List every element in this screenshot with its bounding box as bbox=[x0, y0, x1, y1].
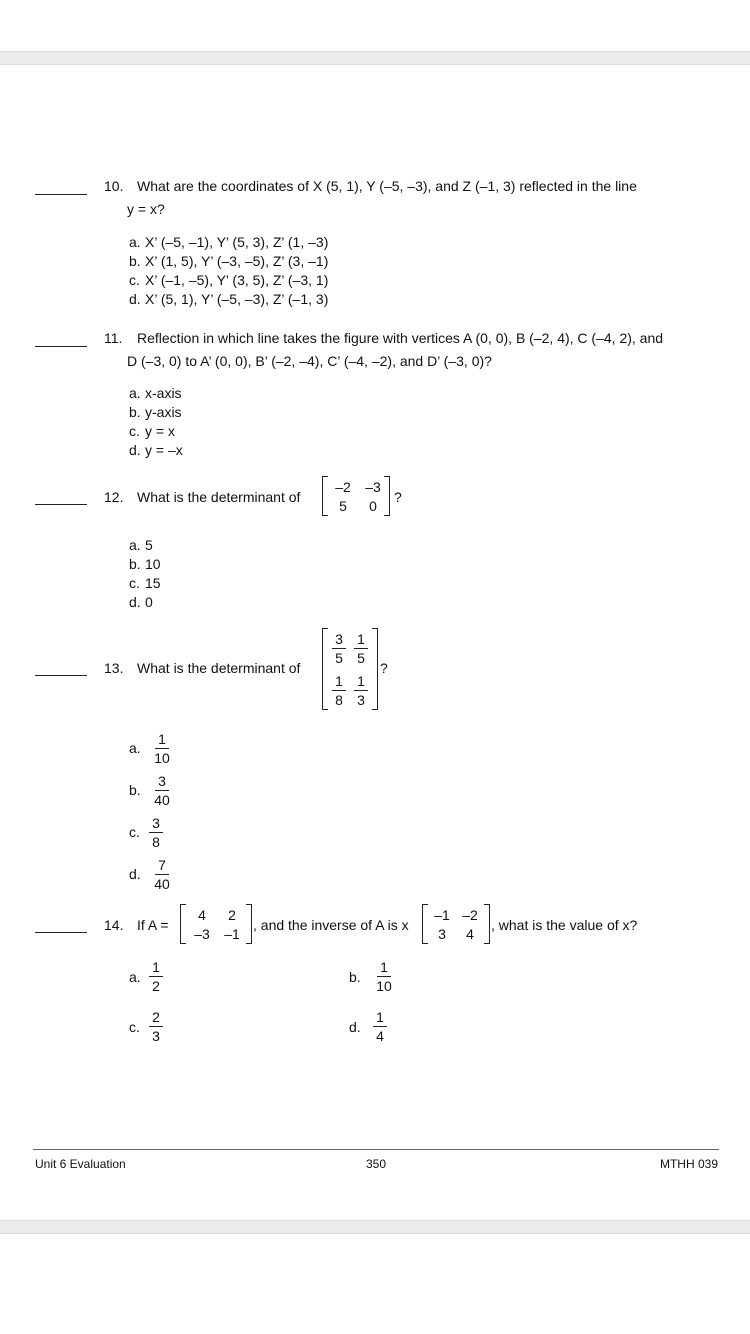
answer-blank-12[interactable] bbox=[35, 504, 87, 505]
matrix-cell: –3 bbox=[365, 479, 381, 495]
matrix-a bbox=[180, 904, 252, 944]
matrix-fraction: $\frac{3}{5}$ bbox=[330, 631, 348, 666]
option-a: a. 5 bbox=[129, 537, 153, 553]
option-b: b. X’ (1, 5), Y’ (–3, –5), Z’ (3, –1) bbox=[129, 253, 329, 269]
matrix-fraction: $\frac{1}{8}$ bbox=[330, 673, 348, 708]
option-d-letter: d. bbox=[129, 866, 141, 882]
matrix-cell: 0 bbox=[369, 498, 377, 514]
question-number: 11. bbox=[104, 330, 123, 346]
question-mark: ? bbox=[380, 660, 388, 676]
option-d-fraction: $\frac{1}{4}$ bbox=[370, 1009, 390, 1044]
question-text-line-1: Reflection in which line takes the figure with vertices A (0, 0), B (–2, 4), C (–4, 2), and bbox=[137, 330, 664, 346]
option-c-fraction: $\frac{3}{8}$ bbox=[146, 815, 166, 850]
option-b: b. 10 bbox=[129, 556, 161, 572]
matrix-inverse bbox=[422, 904, 490, 944]
question-number: 14. bbox=[104, 917, 124, 933]
question-mark: ? bbox=[394, 489, 402, 505]
determinant-matrix bbox=[322, 628, 378, 710]
option-b-fraction: $\frac{1}{10}$ bbox=[376, 959, 392, 994]
question-text-line-1: What are the coordinates of X (5, 1), Y (–5, –3), and Z (–1, 3) reflected in the line bbox=[137, 178, 637, 194]
matrix-fraction: $\frac{1}{5}$ bbox=[352, 631, 370, 666]
option-b-letter: b. bbox=[349, 969, 361, 985]
answer-blank-11[interactable] bbox=[35, 346, 87, 347]
option-c: c. y = x bbox=[129, 423, 175, 439]
footer-page-number: 350 bbox=[366, 1157, 387, 1171]
option-b-letter: b. bbox=[129, 782, 141, 798]
option-c: c. X’ (–1, –5), Y’ (3, 5), Z’ (–3, 1) bbox=[129, 272, 329, 288]
answer-blank-14[interactable] bbox=[35, 932, 87, 933]
option-a-fraction: $\frac{1}{2}$ bbox=[146, 959, 166, 994]
option-d: d. X’ (5, 1), Y’ (–5, –3), Z’ (–1, 3) bbox=[129, 291, 329, 307]
option-c: c. 15 bbox=[129, 575, 161, 591]
matrix-cell: –2 bbox=[462, 907, 478, 923]
option-d: d. 0 bbox=[129, 594, 153, 610]
matrix-cell: 4 bbox=[198, 907, 206, 923]
answer-blank-13[interactable] bbox=[35, 675, 87, 676]
option-a-letter: a. bbox=[129, 740, 141, 756]
option-b: b. y-axis bbox=[129, 404, 182, 420]
answer-blank-10[interactable] bbox=[35, 194, 87, 195]
question-number: 12. bbox=[104, 489, 124, 505]
question-prefix: If A = bbox=[137, 917, 169, 933]
matrix-cell: 5 bbox=[339, 498, 347, 514]
option-d-letter: d. bbox=[349, 1019, 361, 1035]
question-text: What is the determinant of bbox=[137, 489, 301, 505]
footer-rule bbox=[33, 1149, 719, 1150]
option-c-letter: c. bbox=[129, 824, 140, 840]
matrix-cell: –1 bbox=[224, 926, 240, 942]
question-text-line-2: y = x? bbox=[127, 201, 165, 217]
matrix-cell: –2 bbox=[335, 479, 351, 495]
matrix-cell: –1 bbox=[434, 907, 450, 923]
option-a-fraction: $\frac{1}{10}$ bbox=[154, 731, 170, 766]
option-a: a. X’ (–5, –1), Y’ (5, 3), Z’ (1, –3) bbox=[129, 234, 329, 250]
option-d-fraction: $\frac{7}{40}$ bbox=[154, 857, 170, 892]
question-number: 10. bbox=[104, 178, 124, 194]
option-a-letter: a. bbox=[129, 969, 141, 985]
bottom-page-separator bbox=[0, 1220, 750, 1234]
determinant-matrix bbox=[322, 476, 390, 516]
question-suffix: , what is the value of x? bbox=[491, 917, 638, 933]
question-text: What is the determinant of bbox=[137, 660, 301, 676]
matrix-cell: 3 bbox=[438, 926, 446, 942]
option-d: d. y = –x bbox=[129, 442, 183, 458]
top-page-separator bbox=[0, 51, 750, 65]
option-b-fraction: $\frac{3}{40}$ bbox=[154, 773, 170, 808]
matrix-cell: 4 bbox=[466, 926, 474, 942]
option-c-fraction: $\frac{2}{3}$ bbox=[146, 1009, 166, 1044]
footer-right: MTHH 039 bbox=[659, 1157, 718, 1171]
matrix-fraction: $\frac{1}{3}$ bbox=[352, 673, 370, 708]
matrix-cell: –3 bbox=[194, 926, 210, 942]
matrix-cell: 2 bbox=[228, 907, 236, 923]
option-a: a. x-axis bbox=[129, 385, 182, 401]
question-text-line-2: D (–3, 0) to A’ (0, 0), B’ (–2, –4), C’ (–4, –2), and D’ (–3, 0)? bbox=[127, 353, 492, 369]
footer-left: Unit 6 Evaluation bbox=[35, 1157, 126, 1171]
option-c-letter: c. bbox=[129, 1019, 140, 1035]
question-number: 13. bbox=[104, 660, 124, 676]
question-middle: , and the inverse of A is x bbox=[253, 917, 409, 933]
